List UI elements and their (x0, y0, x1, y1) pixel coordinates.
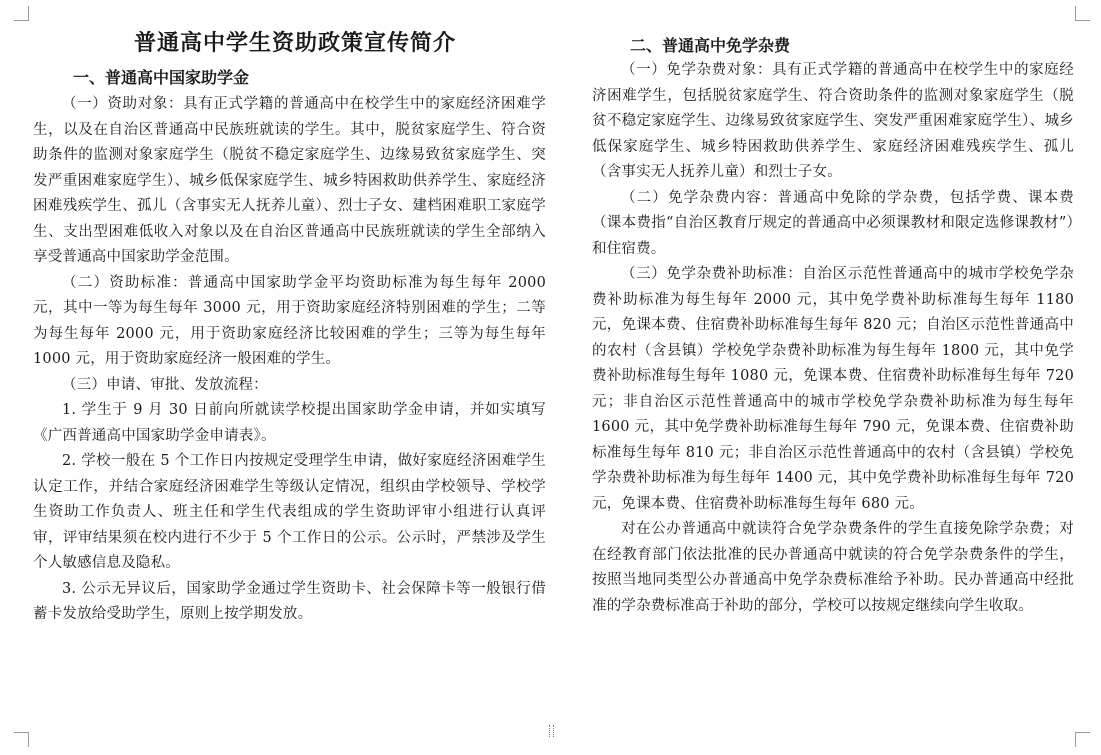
section-body (592, 58, 1074, 619)
page-corner-mark (1075, 6, 1090, 21)
section-heading: 二、普通高中免学杂费 (630, 36, 791, 55)
paragraph: （三）申请、审批、发放流程： (62, 376, 268, 393)
page-corner-mark (1075, 732, 1090, 747)
paragraph: （一）免学杂费对象：具有正式学籍的普通高中在校学生中的家庭经济困难学生，包括脱贫家庭学生、符合资助条件的监测对象家庭学生（脱贫不稳定家庭学生、边缘易致贫家庭学生、突发严重困难家庭学生）、城乡低保家庭学生、城乡特困救助供养学生、家庭经济困难残疾学生、孤儿（含事实无人抚养儿童）和烈士子女。 (592, 62, 1074, 180)
section-heading: 一、普通高中国家助学金 (73, 68, 250, 87)
paragraph: （一）资助对象：具有正式学籍的普通高中在校学生中的家庭经济困难学生，以及在自治区普通高中民族班就读的学生。其中，脱贫家庭学生、符合资助条件的监测对象家庭学生（脱贫不稳定家庭学生、边缘易致贫家庭学生、突发严重困难家庭学生）、城乡低保家庭学生、城乡特困救助供养学生、家庭经济困难残疾学生、孤儿（含事实无人抚养儿童）、烈士子女、建档困难职工家庭学生、支出型困难低收入对象以及在自治区普通高中民族班就读的学生全部纳入享受普通高中国家助学金范围。 (33, 96, 546, 265)
paragraph: （二）免学杂费内容：普通高中免除的学杂费，包括学费、课本费（课本费指“自治区教育厅规定的普通高中必须课教材和限定选修课教材”）和住宿费。 (592, 189, 1074, 257)
page-corner-mark (14, 6, 29, 21)
paragraph: 3. 公示无异议后，国家助学金通过学生资助卡、社会保障卡等一般银行借蓄卡发放给受助学生，原则上按学期发放。 (33, 580, 546, 622)
section-body (33, 92, 546, 628)
paragraph: （三）免学杂费补助标准：自治区示范性普通高中的城市学校免学杂费补助标准为每生每年 2000 元，其中免学费补助标准每生每年 1180 元，免课本费、住宿费补助标准每生每年 820 元；自治区示范性普通高中的农村（含县镇）学校免学杂费补助标准为每生每年 1800 元，其中免学费补助标准每生每年 1080 元，免课本费、住宿费补助标准每生每年 720 元；非自治区示范性普通高中的城市学校免学杂费补助标准为每生每年 1600 元，其中免学费补助标准每生每年 790 元，免课本费、住宿费补助标准每生每年 810 元；非自治区示范性普通高中的农村（含县镇）学校免学杂费补助标准为每生每年 1400 元，其中免学费补助标准每生每年 720 元，免课本费、住宿费补助标准每生每年 680 元。 (592, 266, 1074, 512)
paragraph: 1. 学生于 9 月 30 日前向所就读学校提出国家助学金申请，并如实填写《广西普通高中国家助学金申请表》。 (33, 402, 546, 444)
paragraph: 2. 学校一般在 5 个工作日内按规定受理学生申请，做好家庭经济困难学生认定工作，并结合家庭经济困难学生等级认定情况，组织由学校领导、学校学生资助工作负责人、班主任和学生代表组成的学生资助评审小组进行认真评审，评审结果须在校内进行不少于 5 个工作日的公示。公示时，严禁涉及学生个人敏感信息及隐私。 (33, 453, 546, 571)
paragraph: （二）资助标准：普通高中国家助学金平均资助标准为每生每年 2000 元，其中一等为每生每年 3000 元，用于资助家庭经济特别困难的学生；二等为每生每年 2000 元，用于资助家庭经济比较困难的学生；三等为每生每年 1000 元，用于资助家庭经济一般困难的学生。 (33, 274, 546, 367)
page-corner-mark (14, 732, 29, 747)
paragraph: 对在公办普通高中就读符合免学杂费条件的学生直接免除学杂费；对在经教育部门依法批准的民办普通高中就读的符合免学杂费条件的学生，按照当地同类型公办普通高中免学杂费标准给予补助。民办普通高中经批准的学杂费标准高于补助的部分，学校可以按规定继续向学生收取。 (592, 521, 1074, 614)
page-break-marker (549, 725, 554, 737)
document-title: 普通高中学生资助政策宣传简介 (133, 31, 456, 56)
